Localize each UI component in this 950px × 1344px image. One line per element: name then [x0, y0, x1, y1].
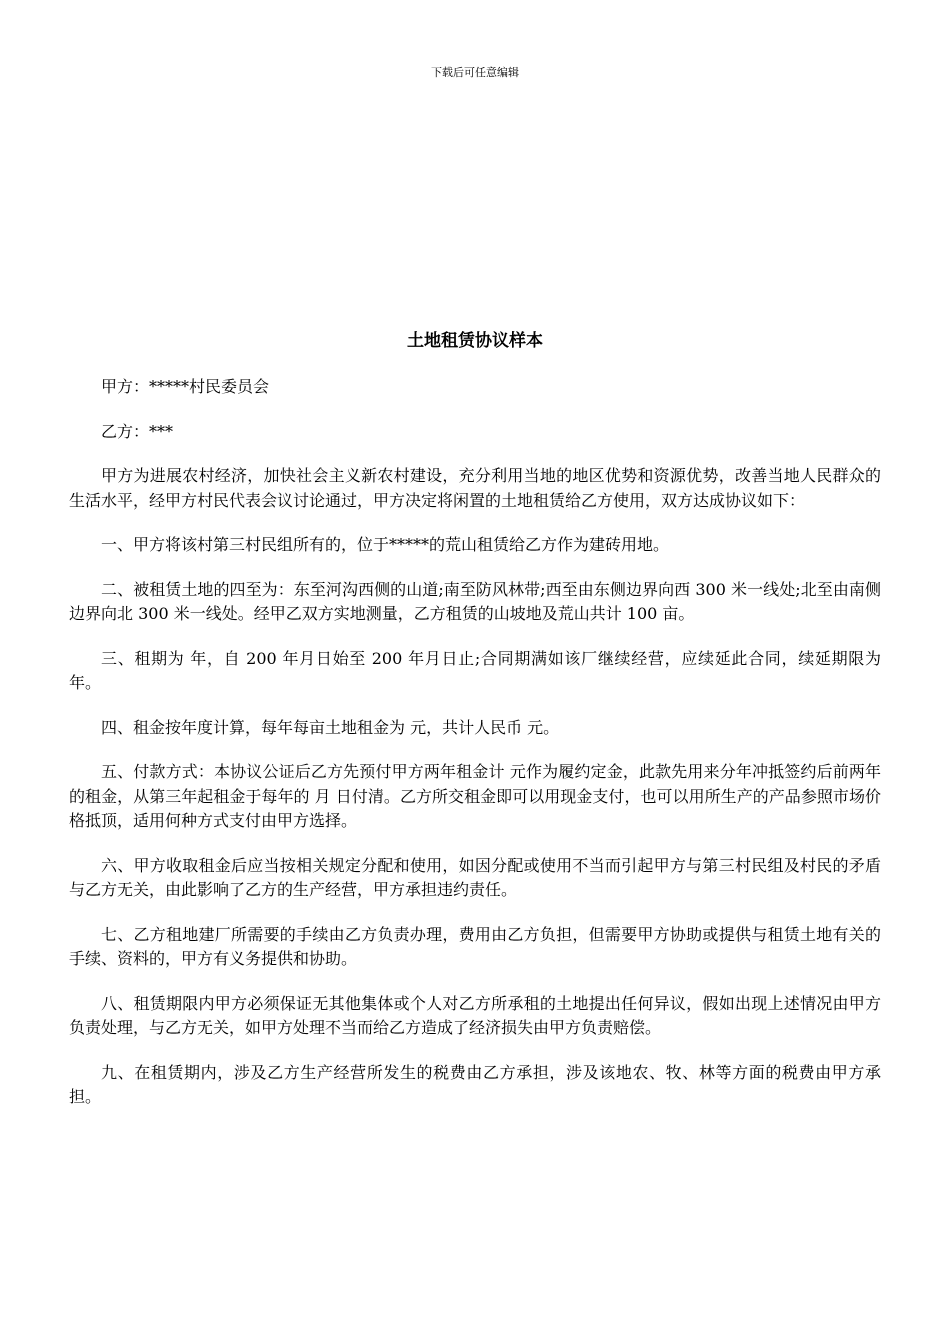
party-a-line: 甲方：*****村民委员会 [101, 377, 270, 396]
clause-1: 一、甲方将该村第三村民组所有的，位于*****的荒山租赁给乙方作为建砖用地。 [101, 535, 670, 554]
clause-5: 五、付款方式：本协议公证后乙方先预付甲方两年租金计 元作为履约定金，此款先用来分年冲抵签约后前两年的租金，从第三年起租金于每年的 月 日付清。乙方所交租金即可以用现金支付，也可以用所生产的产品参照市场价格抵顶，适用何种方式支付由甲方选择。 [69, 762, 881, 830]
clause-6: 六、甲方收取租金后应当按相关规定分配和使用，如因分配或使用不当而引起甲方与第三村民组及村民的矛盾与乙方无关，由此影响了乙方的生产经营，甲方承担违约责任。 [69, 855, 881, 899]
clause-2: 二、被租赁土地的四至为：东至河沟西侧的山道;南至防风林带;西至由东侧边界向西 300 米一线处;北至由南侧边界向北 300 米一线处。经甲乙双方实地测量，乙方租赁的山坡地及荒山共计 100 亩。 [69, 579, 881, 623]
clause-8: 八、租赁期限内甲方必须保证无其他集体或个人对乙方所承租的土地提出任何异议，假如出现上述情况由甲方负责处理，与乙方无关，如甲方处理不当而给乙方造成了经济损失由甲方负责赔偿。 [69, 993, 881, 1037]
document-body [69, 375, 881, 1130]
header-note: 下载后可任意编辑 [431, 66, 519, 79]
document-title: 土地租赁协议样本 [407, 331, 543, 351]
clause-3: 三、租期为 年，自 200 年月日始至 200 年月日止;合同期满如该厂继续经营，应续延此合同，续延期限为 年。 [69, 648, 881, 692]
party-b-line: 乙方：*** [101, 421, 174, 441]
clause-4: 四、租金按年度计算，每年每亩土地租金为 元，共计人民币 元。 [101, 717, 560, 737]
preamble-paragraph: 甲方为进展农村经济，加快社会主义新农村建设，充分利用当地的地区优势和资源优势，改善当地人民群众的生活水平，经甲方村民代表会议讨论通过，甲方决定将闲置的土地租赁给乙方使用，双方达成协议如下： [69, 466, 881, 510]
clause-7: 七、乙方租地建厂所需要的手续由乙方负责办理，费用由乙方负担，但需要甲方协助或提供与租赁土地有关的手续、资料的，甲方有义务提供和协助。 [69, 924, 881, 968]
clause-9: 九、在租赁期内，涉及乙方生产经营所发生的税费由乙方承担，涉及该地农、牧、林等方面的税费由甲方承担。 [69, 1062, 881, 1106]
